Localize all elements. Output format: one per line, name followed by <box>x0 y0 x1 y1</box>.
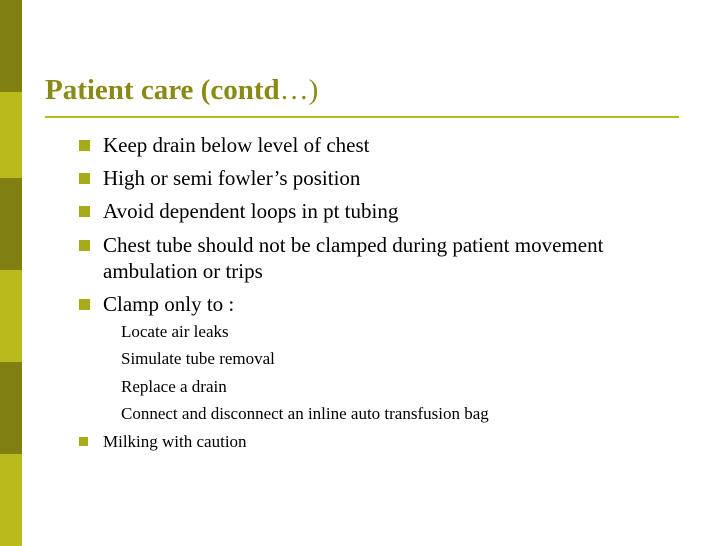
slide-title-rest: …) <box>279 74 319 106</box>
sub-item-text: Replace a drain <box>121 377 227 396</box>
square-bullet-icon <box>79 173 90 184</box>
bullet-text: ambulation or trips <box>103 259 263 283</box>
bullet-text: Milking with caution <box>103 432 247 451</box>
bullet-text: Keep drain below level of chest <box>103 133 370 157</box>
sub-item-text: Locate air leaks <box>121 322 229 341</box>
square-bullet-icon <box>79 140 90 151</box>
bullet-text: Avoid dependent loops in pt tubing <box>103 199 399 223</box>
slide-title-bold: Patient care (contd <box>45 74 280 106</box>
square-bullet-icon <box>79 240 90 251</box>
bullet-text: Clamp only to : <box>103 292 235 316</box>
square-bullet-icon <box>79 299 90 310</box>
bullet-text: Chest tube should not be clamped during patient movement <box>103 233 604 257</box>
bullet-text: High or semi fowler’s position <box>103 166 361 190</box>
square-bullet-icon <box>79 437 88 446</box>
sub-item-text: Connect and disconnect an inline auto transfusion bag <box>121 404 489 423</box>
sub-item-text: Simulate tube removal <box>121 349 275 368</box>
square-bullet-icon <box>79 206 90 217</box>
